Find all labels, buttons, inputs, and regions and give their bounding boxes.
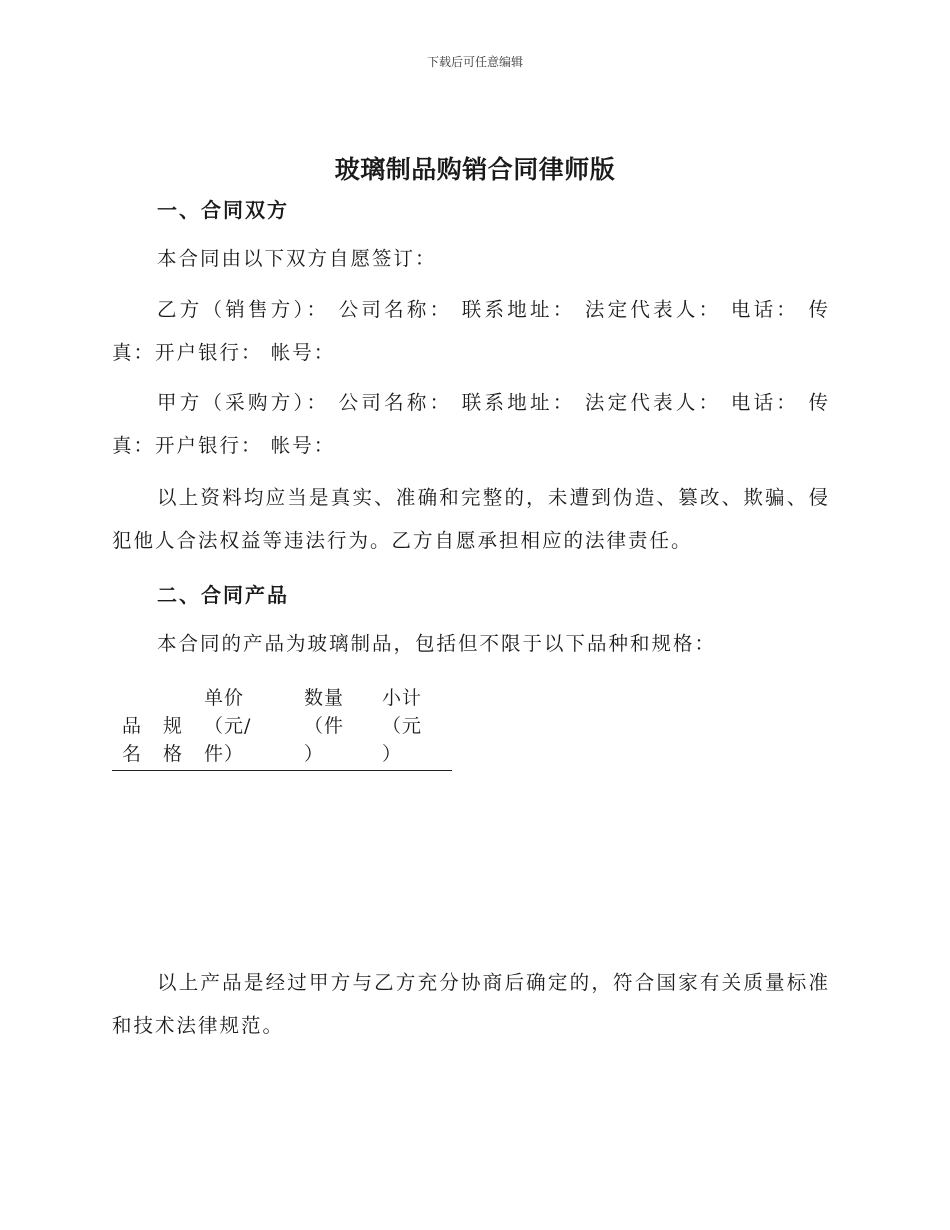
- table-header-name: 品 名: [122, 715, 143, 765]
- table-header-subtotal: 小计 （元 ）: [382, 687, 423, 765]
- product-table-header: [112, 682, 452, 772]
- parties-intro-paragraph: 本合同由以下双方自愿签订：: [157, 247, 437, 270]
- table-header-quantity: 数量 （件 ）: [304, 687, 345, 765]
- products-intro-paragraph: 本合同的产品为玻璃制品，包括但不限于以下品种和规格：: [157, 632, 717, 655]
- products-conclusion-paragraph: 以上产品是经过甲方与乙方充分协商后确定的，符合国家有关质量标准和技术法律规范。: [112, 971, 830, 1037]
- table-header-spec: 规 格: [163, 715, 184, 765]
- section-heading-products: 二、合同产品: [157, 583, 289, 607]
- party-a-paragraph: 甲方（采购方）： 公司名称： 联系地址： 法定代表人： 电话： 传真：开户银行： 帐号：: [112, 391, 830, 457]
- table-header-rule: [112, 770, 452, 771]
- party-b-paragraph: 乙方（销售方）： 公司名称： 联系地址： 法定代表人： 电话： 传真：开户银行： 帐号：: [112, 298, 830, 364]
- section-heading-parties: 一、合同双方: [157, 198, 289, 222]
- table-header-unit-price: 单价 （元/ 件）: [204, 687, 252, 765]
- page-header-note: 下载后可任意编辑: [426, 55, 523, 69]
- document-title: 玻璃制品购销合同律师版: [334, 155, 616, 184]
- authenticity-statement-paragraph: 以上资料均应当是真实、准确和完整的，未遭到伪造、篡改、欺骗、侵犯他人合法权益等违法行为。乙方自愿承担相应的法律责任。: [112, 486, 830, 552]
